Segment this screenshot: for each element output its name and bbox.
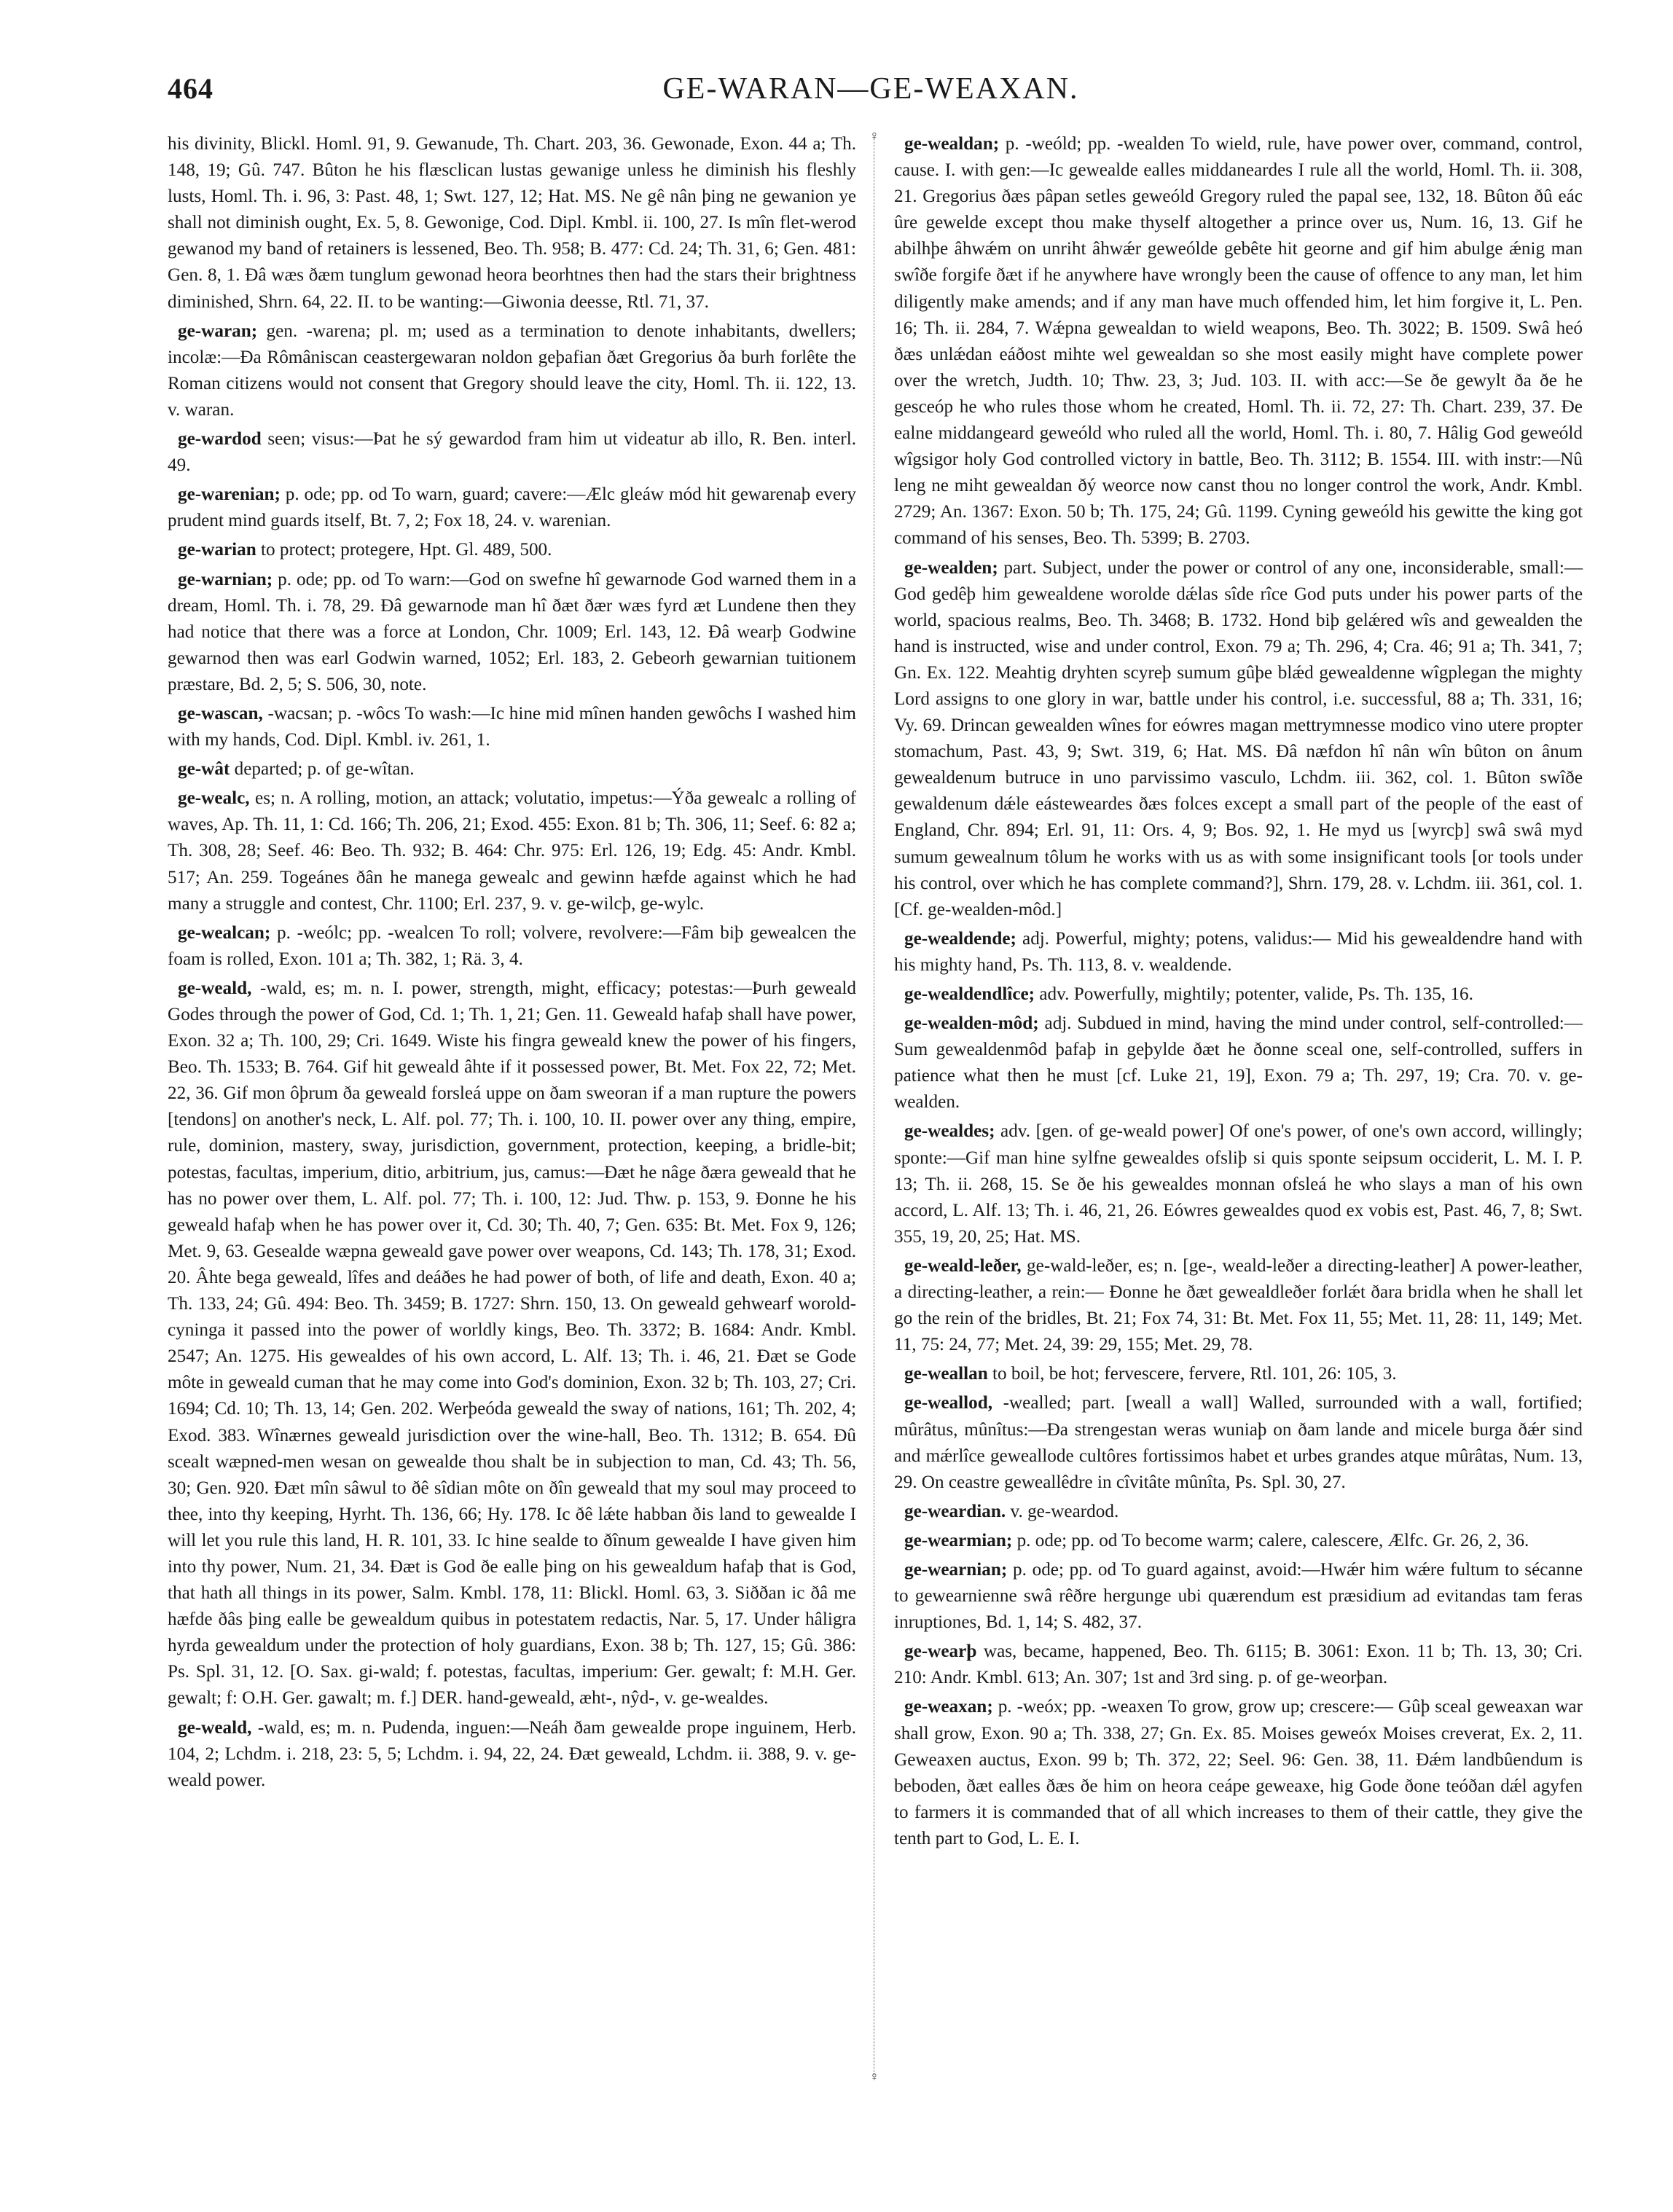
entry-headword: ge-waran; — [178, 321, 258, 341]
entry-headword: ge-wearmian; — [904, 1530, 1013, 1550]
dictionary-entry — [168, 567, 856, 698]
dictionary-entry — [894, 1361, 1583, 1387]
entry-text: -wacsan; p. -wôcs To wash:—Ic hine mid mînen handen gewôchs I washed him with my hands, Cod. Dipl. Kmbl. iv. 261, 1. — [168, 703, 856, 750]
entry-text: p. -weóld; pp. -wealden To wield, rule, have power over, command, control, cause. I. with gen:—Ic gewealde ealles middaneardes I rule all the world, Homl. Th. ii. 308, 21. Gregorius ðæs pâpan setles geweóld Gregory ruled the papal see, 132, 18. Bûton ðû eác ûre gewelde except thou make thyself altogether a prince over us, Num. 16, 13. Gif he abilhþe âhwǽm on unriht âhwǽr geweólde gebête hit georne and gif him abulge ǽnig man swîðe forgife ðæt if he anywhere have wrongly been the cause of offence to any man, let him diligently make amends; and if any man have much offended him, let him forgive it, L. Pen. 16; Th. ii. 284, 7. Wǽpna gewealdan to wield weapons, Beo. Th. 3022; B. 1509. Swâ heó ðæs unlǽdan eáðost mihte wel gewealdan so she most easily might have complete power over the wretch, Judth. 10; Thw. 23, 3; Jud. 103. II. with acc:—Se ðe gewylt ða ðe he gesceóp he who rules those whom he created, Homl. Th. ii. 72, 27: Th. Chart. 239, 37. Ðe ealne middangeard geweóld who ruled all the world, Homl. Th. i. 80, 7. Hâlig God geweóld wîgsigor holy God controlled victory in battle, Beo. Th. 3112; B. 1554. III. with instr:—Nû leng ne miht gewealdan ðý weorce now canst thou no longer control the work, Andr. Kmbl. 2729; An. 1367: Exon. 50 b; Th. 175, 24; Gû. 1199. Cyning geweóld his gewitte the king got command of his senses, Beo. Th. 5399; B. 2703. — [894, 134, 1583, 549]
dictionary-entry — [168, 318, 856, 423]
dictionary-entry — [894, 981, 1583, 1008]
entry-text: to protect; protegere, Hpt. Gl. 489, 500. — [261, 540, 552, 560]
entry-headword: ge-wearnian; — [904, 1559, 1008, 1580]
column-rule-top-mark: ♀ — [869, 128, 879, 143]
entry-text: departed; p. of ge-wîtan. — [234, 759, 415, 780]
entry-text: p. -weólc; pp. -wealcen To roll; volvere, revolvere:—Fâm biþ gewealcen the foam is rolled, Exon. 101 a; Th. 382, 1; Rä. 3, 4. — [168, 922, 856, 969]
dictionary-entry — [894, 555, 1583, 923]
dictionary-entry — [894, 1557, 1583, 1636]
running-title: GE-WARAN—GE-WEAXAN. — [662, 72, 1079, 106]
entry-text: p. ode; pp. od To warn, guard; cavere:—Ælc gleáw mód hit gewarenaþ every prudent mind guards itself, Bt. 7, 2; Fox 18, 24. v. warenian. — [168, 485, 856, 531]
left-column — [168, 131, 856, 1797]
entry-text: was, became, happened, Beo. Th. 6115; B. 3061: Exon. 11 b; Th. 13, 30; Cri. 210: Andr. Kmbl. 613; An. 307; 1st and 3rd sing. p. of ge-weorþan. — [894, 1642, 1583, 1688]
dictionary-entry — [894, 1253, 1583, 1358]
column-rule-bottom-mark: ♀ — [869, 2069, 879, 2084]
entry-text: p. ode; pp. od To warn:—God on swefne hî gewarnode God warned them in a dream, Homl. Th. i. 78, 29. Ðâ gewarnode man hî ðæt ðær wæs fyrd æt Lundene then they had notice that there was a force at London, Chr. 1009; Erl. 143, 12. Ðâ wearþ Godwine gewarnod then was earl Godwin warned, 1052; Erl. 183, 2. Gebeorh gewarnian tuitionem præstare, Bd. 2, 5; S. 506, 30, note. — [168, 569, 857, 694]
entry-headword: ge-wealdende; — [904, 928, 1016, 949]
entry-text: p. ode; pp. od To become warm; calere, calescere, Ælfc. Gr. 26, 2, 36. — [1016, 1530, 1529, 1550]
dictionary-entry — [894, 1639, 1583, 1691]
entry-text: part. Subject, under the power or control of any one, inconsiderable, small:—God gedêþ him gewealdene worolde dǽlas sîde rîce God puts under his power parts of the world, spacious realms, Beo. Th. 3468; B. 1732. Hond biþ gelǽred wîs and gewealden the hand is instructed, wise and under control, Exon. 79 a; Th. 296, 4; Cra. 46; 91 a; Th. 341, 7; Gn. Ex. 122. Meahtig dryhten scyreþ sumum gûþe blǽd gewealdenne wîgplegan the mighty Lord assigns to one glory in war, battle under his control, i.e. successful, 88 a; Th. 331, 16; Vy. 69. Drincan gewealden wînes for eówres magan mettrymnesse modico vino utere propter stomachum, Past. 43, 9; Swt. 319, 6; Hat. MS. Ðâ næfdon hî nân wîn bûton on ânum gewealdenum butruce in uno parvissimo vasculo, Lchdm. iii. 362, col. 1. Bûton swîðe gewaldenum dǽle eásteweardes ðæs folces except a small part of the people of the east of England, Chr. 894; Erl. 91, 11: Ors. 4, 9; Bos. 92, 1. He myd us [wyrcþ] swâ swâ myd sumum gewealnum tôlum he works with us as with some insignificant tools [or tools under his control, over which he has complete command?], Shrn. 179, 28. v. Lchdm. iii. 361, col. 1. [Cf. ge-wealden-môd.] — [894, 557, 1583, 919]
dictionary-entry — [894, 1528, 1583, 1554]
entry-headword: ge-wealcan; — [178, 922, 271, 943]
entry-headword: ge-wealdan; — [904, 134, 1000, 154]
entry-text: es; n. A rolling, motion, an attack; volutatio, impetus:—Ýða gewealc a rolling of waves, Ap. Th. 11, 1: Cd. 166; Th. 206, 21; Exod. 455: Exon. 81 b; Th. 306, 11; Seef. 6: 82 a; Th. 308, 28; Seef. 46: Beo. Th. 932; B. 464: Chr. 975: Erl. 126, 19; Edg. 45: Andr. Kmbl. 517; An. 259. Togeánes ðân he manega gewealc and gewinn hæfde against which he had many a struggle and contest, Chr. 1100; Erl. 237, 9. v. ge-wilcþ, ge-wylc. — [168, 788, 857, 914]
entry-text: ge-wald-leðer, es; n. [ge-, weald-leðer a directing-leather] A power-leather, a directing-leather, a rein:— Ðonne he ðæt gewealdleðer forlǽt ðara bridla when he shall let go the rein of the bridles, Bt. 21; Fox 74, 31: Bt. Met. Fox 11, 55; Met. 11, 28: 11, 149; Met. 11, 75: 24, 77; Met. 24, 39: 29, 155; Met. 29, 78. — [894, 1255, 1583, 1355]
dictionary-entry — [168, 756, 856, 783]
dictionary-entry — [168, 920, 856, 973]
entry-text: gen. -warena; pl. m; used as a termination to denote inhabitants, dwellers; incolæ:—Ða Rômâniscan ceastergewaran noldon geþafian ðæt Gregorius ða burh forlête the Roman citizens would not consent that Gregory should leave the city, Homl. Th. ii. 122, 13. v. waran. — [168, 321, 856, 420]
entry-text: his divinity, Blickl. Homl. 91, 9. Gewanude, Th. Chart. 203, 36. Gewonade, Exon. 44 a; Th. 148, 19; Gû. 747. Bûton he his flæsclican lustas gewanige unless he diminish his fleshly lusts, Homl. Th. i. 96, 3: Past. 48, 1; Swt. 127, 12; Hat. MS. Ne gê nân þing ne gewanion ye shall not diminish ought, Ex. 5, 8. Gewonige, Cod. Dipl. Kmbl. ii. 100, 27. Is mîn flet-werod gewanod my band of retainers is lessened, Beo. Th. 958; B. 477: Cd. 24; Th. 31, 6; Gen. 481: Gen. 8, 1. Ðâ wæs ðæm tunglum gewonad heora beorhtnes then had the stars their brightness diminished, Shrn. 64, 22. II. to be wanting:—Giwonia deesse, Rtl. 71, 37. — [168, 134, 856, 312]
dictionary-entry — [894, 1390, 1583, 1495]
dictionary-entry — [168, 976, 856, 1712]
entry-headword: ge-wealdes; — [904, 1121, 995, 1142]
entry-text: adj. Subdued in mind, having the mind under control, self-controlled:—Sum gewealdenmôd þafaþ in geþylde ðæt he ðonne sceal one, self-controlled, suffers in patience what then he must [cf. Luke 21, 19], Exon. 79 a; Th. 297, 19; Cra. 70. v. ge-wealden. — [894, 1013, 1583, 1113]
dictionary-entry — [168, 701, 856, 753]
dictionary-entry — [168, 537, 856, 563]
entry-headword: ge-wealdendlîce; — [904, 984, 1035, 1004]
entry-headword: ge-weallan — [904, 1364, 988, 1384]
page-number: 464 — [168, 72, 213, 105]
entry-text: -wald, es; m. n. Pudenda, inguen:—Neáh ðam gewealde prope inguinem, Herb. 104, 2; Lchdm. i. 218, 23: 5, 5; Lchdm. i. 94, 22, 24. Ðæt geweald, Lchdm. ii. 388, 9. v. ge-weald power. — [168, 1717, 857, 1790]
entry-headword: ge-weald, — [178, 1717, 252, 1738]
entry-headword: ge-wearþ — [904, 1642, 977, 1662]
entry-headword: ge-wealden-môd; — [904, 1013, 1039, 1034]
dictionary-entry — [894, 1499, 1583, 1525]
entry-text: v. ge-weardod. — [1010, 1501, 1119, 1521]
entry-headword: ge-warnian; — [178, 569, 273, 589]
entry-headword: ge-wealden; — [904, 557, 998, 578]
dictionary-entry — [894, 1694, 1583, 1852]
entry-headword: ge-warenian; — [178, 485, 281, 505]
entry-headword: ge-wascan, — [178, 703, 263, 723]
entry-text: to boil, be hot; fervescere, fervere, Rtl. 101, 26: 105, 3. — [992, 1364, 1397, 1384]
dictionary-entry — [894, 1118, 1583, 1250]
entry-headword: ge-warian — [178, 540, 256, 560]
entry-headword: ge-weardian. — [904, 1501, 1006, 1521]
dictionary-entry — [168, 131, 856, 315]
entry-text: adv. [gen. of ge-weald power] Of one's power, of one's own accord, willingly; sponte:—Gif man hine sylfne gewealdes ofsliþ si quis sponte seipsum occiderit, L. M. I. P. 13; Th. ii. 268, 15. Se ðe his gewealdes monnan ofsleá he who slays a man of his own accord, L. Alf. 13; Th. i. 46, 21, 26. Eówres gewealdes quod ex vobis est, Past. 46, 7, 8; Swt. 355, 19, 20, 25; Hat. MS. — [894, 1121, 1583, 1247]
dictionary-entry — [894, 926, 1583, 978]
entry-text: -wald, es; m. n. I. power, strength, might, efficacy; potestas:—Þurh geweald Godes through the power of God, Cd. 1; Th. 1, 21; Gen. 11. Geweald hafaþ shall have power, Exon. 32 a; Th. 100, 29; Cri. 1649. Wiste his fingra geweald knew the power of his fingers, Beo. Th. 1533; B. 764. Gif hit geweald âhte if it possessed power, Bt. Met. Fox 22, 72; Met. 22, 36. Gif mon ôþrum ða geweald forsleá uppe on ðam sweoran if a man rupture the powers [tendons] on another's neck, L. Alf. pol. 77; Th. i. 100, 10. II. power over any thing, empire, rule, dominion, mastery, sway, jurisdiction, government, protection, keeping, a bridle-bit; potestas, facultas, imperium, ditio, arbitrium, jus, camus:—Ðæt he nâge ðæra geweald that he has no power over them, L. Alf. pol. 77; Th. i. 100, 12: Jud. Thw. p. 153, 9. Ðonne he his geweald hafaþ when he has power over it, Cd. 30; Th. 40, 7; Gen. 635: Bt. Met. Fox 9, 126; Met. 9, 63. Gesealde wæpna geweald gave power over weapons, Cd. 143; Th. 178, 31; Exod. 20. Âhte bega geweald, lîfes and deáðes he had power of both, of life and death, Exon. 40 a; Th. 133, 24; Gû. 494: Beo. Th. 3459; B. 1727: Shrn. 150, 13. On geweald gehwearf worold-cyninga it passed into the power of worldly kings, Beo. Th. 3372; B. 1684: Andr. Kmbl. 2547; An. 1275. His gewealdes of his own accord, L. Alf. 13; Th. i. 46, 21. Ðæt se Gode môte in geweald cuman that he may come into God's dominion, Exon. 32 b; Th. 103, 27; Cri. 1694; Cd. 10; Th. 13, 14; Gen. 202. Werþeóda geweald the sway of nations, 161; Th. 202, 4; Exod. 383. Wînærnes geweald jurisdiction over the wine-hall, Beo. Th. 1312; B. 654. Ðû scealt wæpned-men wesan on gewealde thou shalt be in subjection to man, Cd. 43; Th. 56, 30; Gen. 920. Ðæt mîn sâwul to ðê sîdian môte on ðîn geweald that my soul may proceed to thee, into thy keeping, Hyrht. Th. 136, 66; Hy. 178. Ic ðê lǽte habban ðis land to gewealde I will let you rule this land, H. R. 101, 33. Ic hine sealde to ðînum gewealde I have given him into thy power, Num. 21, 34. Ðæt is God ðe ealle þing on his gewealdum hafaþ that is God, that hath all things in its power, Salm. Kmbl. 178, 11: Blickl. Homl. 63, 3. Siððan ic ðâ me hæfde ðâs þing ealle be gewealdum quibus in potestatem redactis, Nar. 5, 17. Under hâligra hyrda gewealdum under the protection of holy guardians, Exon. 38 b; Th. 127, 15; Gû. 386: Ps. Spl. 31, 12. [O. Sax. gi-wald; f. potestas, facultas, imperium: Ger. gewalt; f: M.H. Ger. gewalt; f: O.H. Ger. gawalt; m. f.] DER. hand-geweald, æht-, nŷd-, v. ge-wealdes. — [168, 978, 856, 1709]
entry-text: adj. Powerful, mighty; potens, validus:— Mid his gewealdendre hand with his mighty hand, Ps. Th. 113, 8. v. wealdende. — [894, 928, 1583, 975]
page-header — [168, 71, 1574, 122]
entry-headword: ge-weald, — [178, 978, 252, 998]
right-column — [894, 131, 1583, 1855]
entry-headword: ge-weallod, — [904, 1393, 993, 1413]
dictionary-entry — [894, 131, 1583, 552]
dictionary-entry — [168, 426, 856, 479]
entry-headword: ge-wealc, — [178, 788, 250, 809]
dictionary-entry — [894, 1011, 1583, 1115]
dictionary-entry — [168, 785, 856, 917]
entry-headword: ge-wât — [178, 759, 230, 780]
entry-text: p. ode; pp. od To guard against, avoid:—Hwǽr him wǽre fultum to sécanne to gewearnienne swâ rêðre hergunge ubi quærendum est præsidium ad evitandas tam feras inruptiones, Bd. 1, 14; S. 482, 37. — [894, 1559, 1583, 1633]
entry-text: seen; visus:—Þat he sý gewardod fram him ut videatur ab illo, R. Ben. interl. 49. — [168, 429, 856, 476]
entry-text: p. -weóx; pp. -weaxen To grow, grow up; crescere:— Gûþ sceal geweaxan war shall grow, Exon. 90 a; Th. 338, 27; Gn. Ex. 85. Moises geweóx Moises creverat, Ex. 2, 11. Geweaxen auctus, Exon. 99 b; Th. 372, 22; Seel. 96: Gen. 38, 11. Ðǽm landbûendum is beboden, ðæt ealles ðæs ðe him on heora ceápe geweaxe, hig Gode ðone teóðan dǽl agyfen to farmers it is commanded that of all which increases to them of their cattle, they give the tenth part to God, L. E. I. — [894, 1697, 1583, 1848]
entry-headword: ge-weald-leðer, — [904, 1255, 1022, 1276]
entry-text: -wealled; part. [weall a wall] Walled, surrounded with a wall, fortified; mûrâtus, mûnîtus:—Ða strengestan weras wuniaþ on ðam lande and micele burga ðǽr sind and mǽrlîce geweallode cultôres fortissimos habet et urbes grandes atque mûrâtas, Num. 13, 29. On ceastre geweallêdre in cîvitâte mûnîta, Ps. Spl. 30, 27. — [894, 1393, 1583, 1492]
entry-text: adv. Powerfully, mightily; potenter, valide, Ps. Th. 135, 16. — [1039, 984, 1473, 1004]
dictionary-entry — [168, 482, 856, 534]
entry-headword: ge-wardod — [178, 429, 262, 450]
dictionary-entry — [168, 1715, 856, 1794]
entry-headword: ge-weaxan; — [904, 1697, 993, 1717]
